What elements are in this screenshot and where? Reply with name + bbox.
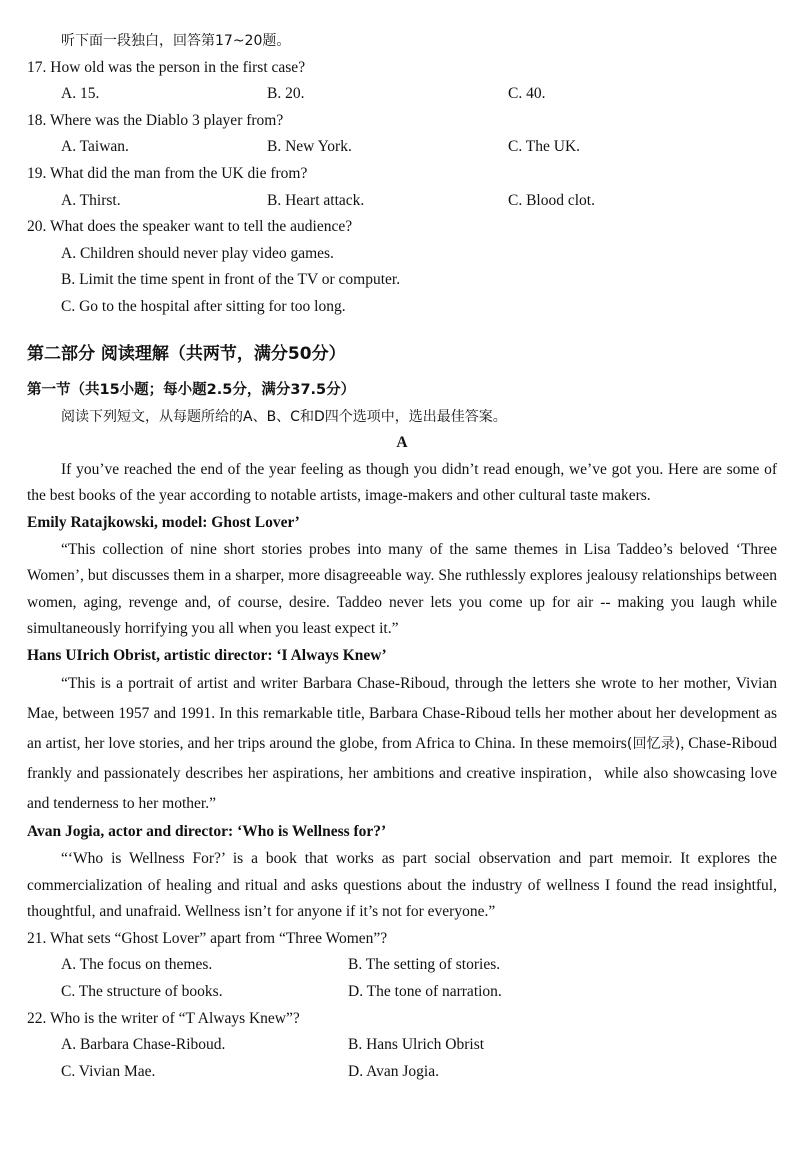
option-c: C. Go to the hospital after sitting for too long. — [61, 297, 346, 315]
question-18-options — [27, 134, 777, 161]
entry-text — [27, 669, 777, 819]
option-b: B. Hans Ulrich Obrist — [348, 1036, 485, 1054]
question-17-stem: 17. How old was the person in the first case? — [27, 58, 306, 76]
option-a: A. Thirst. — [61, 191, 121, 209]
question-21-stem: 21. What sets “Ghost Lover” apart from “Three Women”? — [27, 929, 388, 947]
question-22-stem: 22. Who is the writer of “T Always Knew”? — [27, 1009, 300, 1027]
reading-instruction: 阅读下列短文，从每题所给的A、B、C和D四个选项中，选出最佳答案。 — [61, 408, 507, 425]
question-19-stem: 19. What did the man from the UK die from? — [27, 164, 308, 182]
option-a: A. Taiwan. — [61, 138, 129, 156]
question-19-options — [27, 188, 777, 215]
passage-intro: If you’ve reached the end of the year feeling as though you didn’t read enough, we’ve got you. Here are some of the best books of the year according to notable artists, image-makers and other cultural taste makers. — [27, 460, 777, 505]
question-21-options-row-2 — [27, 979, 777, 1006]
option-a: A. Barbara Chase-Riboud. — [61, 1036, 226, 1054]
option-a: A. Children should never play video games. — [61, 244, 334, 262]
option-c: C. The structure of books. — [61, 983, 223, 1001]
option-b: B. 20. — [267, 85, 305, 103]
entry-text-part: “This is a portrait of artist and writer Barbara Chase-Riboud, through the letters she wrote to her mother, Vivian Mae, between 1957 and 1991. In this remarkable title, Barbara Chase-Riboud tells her mother about her development as an artist, her love stories, and her trips around the globe, from Africa to China. In these memoirs — [27, 675, 777, 753]
option-d: D. The tone of narration. — [348, 983, 502, 1001]
page-content — [27, 28, 777, 1085]
option-c: C. The UK. — [508, 138, 581, 156]
option-b: B. The setting of stories. — [348, 956, 501, 974]
option-b: B. Limit the time spent in front of the TV or computer. — [61, 271, 401, 289]
question-22-options-row-1 — [27, 1032, 777, 1059]
option-d: D. Avan Jogia. — [348, 1062, 439, 1080]
option-b: B. New York. — [267, 138, 352, 156]
entry-text-chinese-gloss: (回忆录) — [626, 736, 681, 753]
question-20-stem: 20. What does the speaker want to tell the audience? — [27, 218, 353, 236]
option-a: A. The focus on themes. — [61, 956, 213, 974]
question-21-options-row-1 — [27, 952, 777, 979]
passage-letter: A — [396, 434, 408, 452]
listening-intro: 听下面一段独白，回答第17~20题。 — [61, 33, 291, 49]
reading-part-title: 第二部分 阅读理解（共两节，满分50分） — [27, 343, 346, 364]
entry-heading: Hans UIrich Obrist, artistic director: ‘I Always Knew’ — [27, 646, 387, 664]
option-a: A. 15. — [61, 85, 100, 103]
question-17-options — [27, 81, 777, 108]
entry-text: “‘Who is Wellness For?’ is a book that works as part social observation and part memoir. It explores the commercialization of healing and ritual and asks questions about the industry of wellness I found the read insightful, thoughtful, and unafraid. Wellness isn’t for anyone if it’s not for everyone.” — [27, 850, 777, 921]
question-22-options-row-2 — [27, 1059, 777, 1086]
entry-text: “This collection of nine short stories probes into many of the same themes in Lisa Taddeo’s beloved ‘Three Women’, but discusses them in a sharper, more disagreeable way. She ruthlessly explores jealousy relationships between women, aging, revenge and, of course, desire. Taddeo never lets you come up for air -- making you laugh while simultaneously horrifying you all when you least expect it.” — [27, 540, 777, 638]
question-18-stem: 18. Where was the Diablo 3 player from? — [27, 111, 284, 129]
option-c: C. 40. — [508, 85, 546, 103]
option-c: C. Vivian Mae. — [61, 1062, 156, 1080]
entry-heading: Avan Jogia, actor and director: ‘Who is Wellness for?’ — [27, 823, 387, 841]
entry-text-part: , Chase-Riboud frankly and passionately describes her aspirations, her ambitions and creative inspiration，while also showcasing love and tenderness to her mother.” — [27, 735, 777, 813]
reading-section-title: 第一节（共15小题；每小题2.5分，满分37.5分） — [27, 381, 356, 398]
option-c: C. Blood clot. — [508, 191, 595, 209]
option-b: B. Heart attack. — [267, 191, 365, 209]
entry-heading: Emily Ratajkowski, model: Ghost Lover’ — [27, 513, 300, 531]
